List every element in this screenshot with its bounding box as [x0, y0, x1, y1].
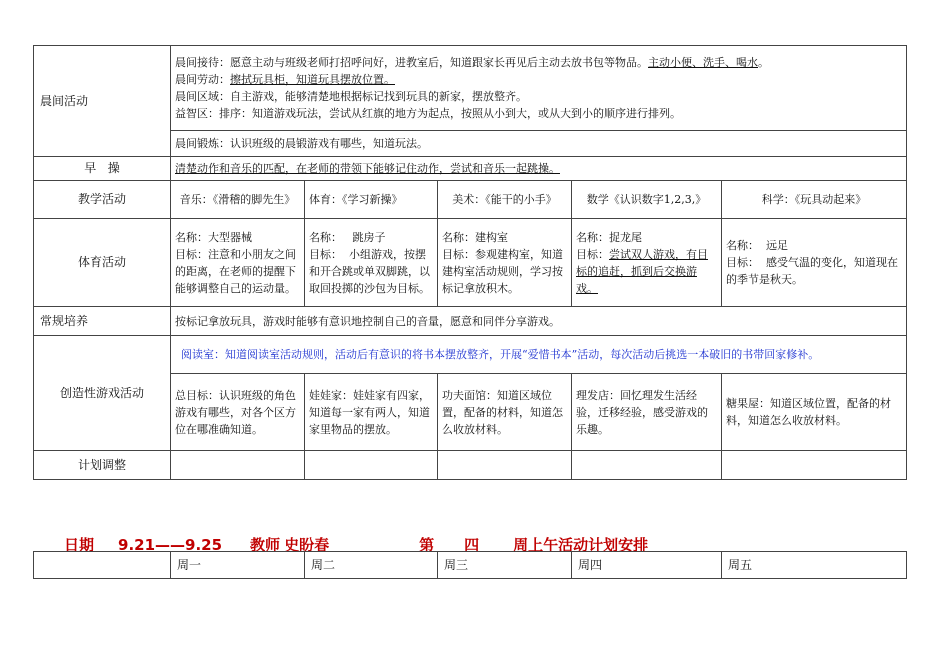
- week-suffix: 周上午活动计划安排: [513, 536, 649, 554]
- teaching-item: 体育：《学习新操》: [305, 181, 438, 219]
- morning-content: 晨间接待：愿意主动与班级老师打招呼问好，进教室后，知道跟家长再见后主动去放书包等物品。主动小便、洗手、喝水。 晨间劳动：擦拭玩具柜，知道玩具摆放位置。 晨间区域：自主游戏，能够清楚地根据标记找到玩具的新家，摆放整齐。 益智区：排序：知道游戏玩法，尝试从红旗的地方为起点，按照从小到大，或从大到小的顺序进行排列。: [171, 46, 907, 131]
- teaching-label: 教学活动: [34, 181, 171, 219]
- adjust-label: 计划调整: [34, 451, 171, 480]
- day-header: 周一: [171, 552, 305, 579]
- morning-exercise: 晨间锻炼：认识班级的晨锻游戏有哪些，知道玩法。: [171, 131, 907, 157]
- adjust-cell: [572, 451, 722, 480]
- date-label: 日期: [64, 536, 95, 554]
- day-header: 周五: [722, 552, 907, 579]
- pe-cell: 名称：大型器械 目标：注意和小朋友之间的距离，在老师的提醒下能够调整自己的运动量。: [171, 219, 305, 307]
- pe-label: 体育活动: [34, 219, 171, 307]
- teacher-name: 史盼春: [284, 536, 330, 554]
- pe-goal-underlined: 尝试双人游戏，有目标的追赶，抓到后交换游戏。: [576, 247, 708, 295]
- pe-cell: 名称： 跳房子 目标： 小组游戏，按摆和开合跳或单双脚跳，以取回投掷的沙包为目标。: [305, 219, 438, 307]
- week-header-table: [33, 551, 907, 579]
- teaching-item: 音乐：《滑稽的脚先生》: [171, 181, 305, 219]
- creative-cell: 娃娃家：娃娃家有四家，知道每一家有两人，知道家里物品的摆放。: [305, 374, 438, 451]
- creative-cell: 糖果屋：知道区域位置，配备的材料，知道怎么收放材料。: [722, 374, 907, 451]
- creative-cell: 功夫面馆：知道区域位置，配备的材料，知道怎么收放材料。: [438, 374, 572, 451]
- pe-cell: 名称：建构室 目标：参观建构室，知道建构室活动规则，学习按标记拿放积木。: [438, 219, 572, 307]
- reception-text: 晨间接待：愿意主动与班级老师打招呼问好，进教室后，知道跟家长再见后主动去放书包等物品。: [175, 56, 648, 69]
- labor-text: 晨间劳动：: [175, 73, 230, 86]
- teacher-label: 教师: [250, 536, 281, 554]
- week-number: 四: [464, 536, 480, 554]
- routine-content: 按标记拿放玩具，游戏时能够有意识地控制自己的音量，愿意和同伴分享游戏。: [171, 307, 907, 336]
- drill-content: 清楚动作和音乐的匹配，在老师的带领下能够记住动作，尝试和音乐一起跳操。: [171, 157, 907, 181]
- teaching-item: 科学：《玩具动起来》: [722, 181, 907, 219]
- labor-underlined: 擦拭玩具柜，知道玩具摆放位置。: [230, 73, 395, 86]
- teaching-item: 数学《认识数字1,2,3,》: [572, 181, 722, 219]
- creative-cell: 总目标：认识班级的角色游戏有哪些，对各个区方位在哪准确知道。: [171, 374, 305, 451]
- adjust-cell: [438, 451, 572, 480]
- weekly-plan-table: [33, 45, 907, 480]
- reading-room-text: 阅读室：知道阅读室活动规则，活动后有意识的将书本摆放整齐，开展“爱惜书本”活动，每次活动后挑选一本破旧的书带回家修补。: [171, 336, 907, 374]
- creative-label: 创造性游戏活动: [34, 336, 171, 451]
- date-value: 9.21——9.25: [118, 536, 223, 554]
- day-header: 周四: [572, 552, 722, 579]
- day-header: 周三: [438, 552, 572, 579]
- pe-cell: 名称：捉龙尾 目标：尝试双人游戏，有目标的追赶，抓到后交换游戏。: [572, 219, 722, 307]
- adjust-cell: [305, 451, 438, 480]
- reception-underlined: 主动小便、洗手、喝水: [648, 56, 758, 69]
- pe-cell: 名称： 远足 目标： 感受气温的变化，知道现在的季节是秋天。: [722, 219, 907, 307]
- creative-cell: 理发店：回忆理发生活经验，迁移经验，感受游戏的乐趣。: [572, 374, 722, 451]
- adjust-cell: [171, 451, 305, 480]
- morning-label: 晨间活动: [34, 46, 171, 157]
- week-prefix: 第: [419, 536, 435, 554]
- drill-label: 早 操: [34, 157, 171, 181]
- day-header: 周二: [305, 552, 438, 579]
- puzzle-text: 益智区：排序：知道游戏玩法，尝试从红旗的地方为起点，按照从小到大，或从大到小的顺序进行排列。: [175, 107, 681, 120]
- morning-area-text: 晨间区域：自主游戏，能够清楚地根据标记找到玩具的新家，摆放整齐。: [175, 90, 527, 103]
- week-corner-cell: [34, 552, 171, 579]
- adjust-cell: [722, 451, 907, 480]
- teaching-item: 美术：《能干的小手》: [438, 181, 572, 219]
- routine-label: 常规培养: [34, 307, 171, 336]
